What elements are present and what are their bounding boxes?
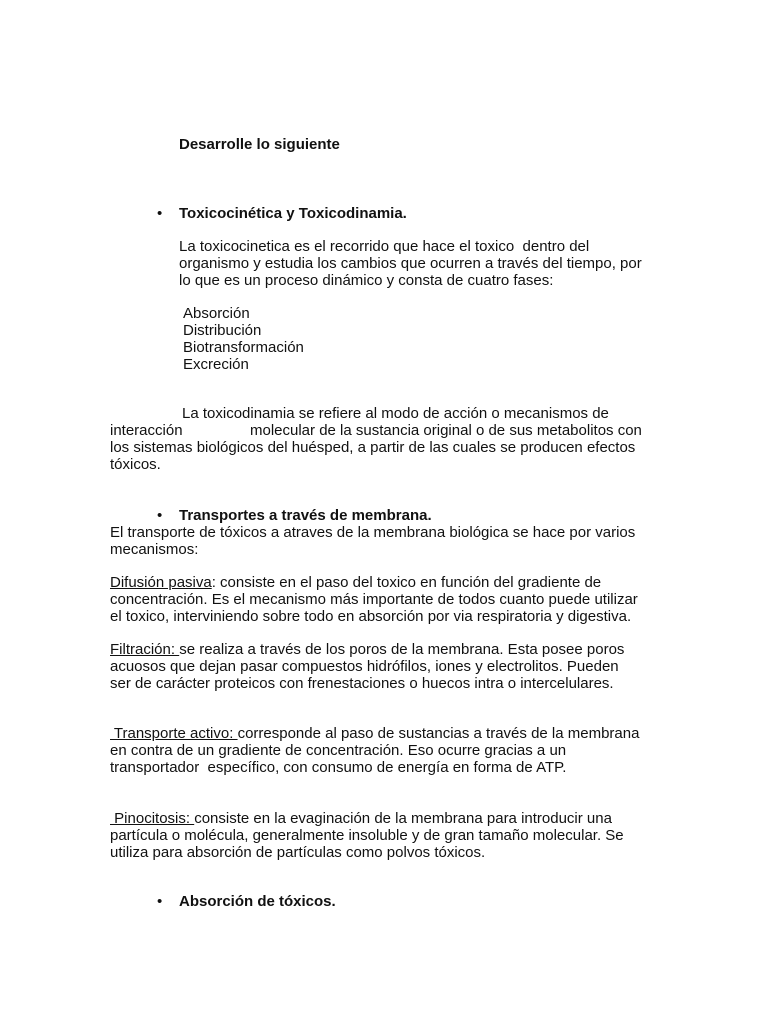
phase-item: Excreción bbox=[183, 356, 249, 373]
paragraph-line: los sistemas biológicos del huésped, a partir de las cuales se producen efectos bbox=[110, 439, 636, 456]
paragraph-line bbox=[110, 641, 624, 658]
bullet-icon: • bbox=[157, 893, 163, 910]
paragraph-text: : consiste en el paso del toxico en función del gradiente de bbox=[211, 574, 602, 591]
paragraph-line: El transporte de tóxicos a atraves de la membrana biológica se hace por varios bbox=[110, 524, 636, 541]
paragraph-line: transportador específico, con consumo de energía en forma de ATP. bbox=[110, 759, 567, 776]
paragraph-line: lo que es un proceso dinámico y consta de cuatro fases: bbox=[179, 272, 554, 289]
page-heading: Desarrolle lo siguiente bbox=[179, 136, 340, 153]
term-transporte-activo: Transporte activo: bbox=[110, 725, 238, 742]
paragraph-line: organismo y estudia los cambios que ocurren a través del tiempo, por bbox=[179, 255, 642, 272]
paragraph-line: utiliza para absorción de partículas como polvos tóxicos. bbox=[110, 844, 486, 861]
paragraph-text: consiste en la evaginación de la membrana para introducir una bbox=[194, 810, 612, 827]
paragraph-line: el toxico, interviniendo sobre todo en absorción por via respiratoria y digestiva. bbox=[110, 608, 632, 625]
paragraph-line: La toxicodinamia se refiere al modo de acción o mecanismos de bbox=[182, 405, 609, 422]
phase-item: Biotransformación bbox=[183, 339, 304, 356]
paragraph-line: molecular de la sustancia original o de sus metabolitos con bbox=[250, 422, 642, 439]
phase-item: Absorción bbox=[183, 305, 250, 322]
paragraph-line: acuosos que dejan pasar compuestos hidrófilos, iones y electrolitos. Pueden bbox=[110, 658, 619, 675]
paragraph-line: interacción bbox=[110, 422, 183, 439]
paragraph-line: concentración. Es el mecanismo más importante de todos cuanto puede utilizar bbox=[110, 591, 638, 608]
term-pinocitosis: Pinocitosis: bbox=[110, 810, 195, 827]
phase-item: Distribución bbox=[183, 322, 262, 339]
paragraph-line bbox=[110, 810, 612, 827]
bullet-icon: • bbox=[157, 507, 163, 524]
paragraph-line: en contra de un gradiente de concentración. Eso ocurre gracias a un bbox=[110, 742, 567, 759]
paragraph-line: ser de carácter proteicos con frenestaciones o huecos intra o intercelulares. bbox=[110, 675, 614, 692]
paragraph-line: La toxicocinetica es el recorrido que hace el toxico dentro del bbox=[179, 238, 590, 255]
section-title-transportes: Transportes a través de membrana. bbox=[179, 507, 432, 524]
paragraph-line: mecanismos: bbox=[110, 541, 199, 558]
paragraph-text: corresponde al paso de sustancias a través de la membrana bbox=[237, 725, 640, 742]
paragraph-line bbox=[110, 725, 639, 742]
paragraph-text: se realiza a través de los poros de la membrana. Esta posee poros bbox=[179, 641, 625, 658]
bullet-icon: • bbox=[157, 205, 163, 222]
term-filtracion: Filtración: bbox=[110, 641, 180, 658]
section-title-toxicocinetica: Toxicocinética y Toxicodinamia. bbox=[179, 205, 407, 222]
section-title-absorcion: Absorción de tóxicos. bbox=[179, 893, 336, 910]
paragraph-line bbox=[110, 574, 601, 591]
paragraph-line: tóxicos. bbox=[110, 456, 161, 473]
paragraph-line: partícula o molécula, generalmente insoluble y de gran tamaño molecular. Se bbox=[110, 827, 624, 844]
term-difusion: Difusión pasiva bbox=[110, 574, 212, 591]
